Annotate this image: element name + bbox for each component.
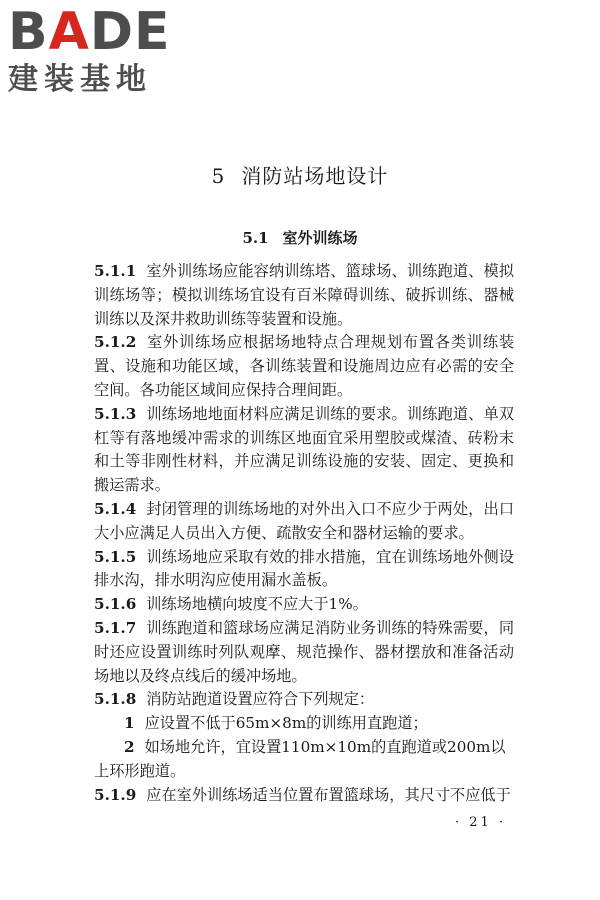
page-number: · 21 ·	[455, 815, 507, 830]
clause	[94, 688, 514, 712]
clause	[94, 784, 514, 808]
clause	[94, 546, 514, 594]
clause-text: 训练场地横向坡度不应大于1%。	[146, 595, 368, 614]
logo-latin-text: BADE	[8, 2, 171, 62]
item-number: 2	[124, 737, 135, 756]
clause	[94, 498, 514, 546]
clause-text: 训练场地地面材料应满足训练的要求。训练跑道、单双杠等有落地缓冲需求的训练区地面宜采用塑胶或煤渣、砖粉末和土等非刚性材料，并应满足训练设施的安装、固定、更换和搬运需求。	[94, 404, 514, 495]
list-item	[94, 712, 514, 736]
clause-number: 5.1.2	[94, 333, 137, 352]
clause-text: 应在室外训练场适当位置布置篮球场，其尺寸不应低于	[146, 785, 511, 804]
clause-text: 消防站跑道设置应符合下列规定：	[146, 690, 375, 709]
list-item	[94, 736, 514, 784]
clause	[94, 593, 514, 617]
section-title	[0, 227, 600, 248]
clause-text: 训练跑道和篮球场应满足消防业务训练的特殊需要，同时还应设置训练时列队观摩、规范操作、器材摆放和准备活动场地以及终点线后的缓冲场地。	[94, 618, 514, 685]
item-text: 应设置不低于65m×8m的训练用直跑道；	[144, 714, 428, 733]
clause-number: 5.1.5	[94, 547, 137, 566]
chapter-title	[0, 160, 600, 189]
clause-text: 封闭管理的训练场地的对外出入口不应少于两处，出口大小应满足人员出入方便、疏散安全和器材运输的要求。	[94, 499, 514, 542]
section-number: 5.1	[242, 229, 269, 247]
clause-number: 5.1.6	[94, 595, 137, 614]
clause-number: 5.1.7	[94, 618, 137, 637]
clause-number: 5.1.1	[94, 262, 137, 280]
clause-text: 训练场地应采取有效的排水措施，宜在训练场地外侧设排水沟，排水明沟应使用漏水盖板。	[94, 547, 514, 590]
item-number: 1	[124, 714, 135, 733]
clause	[94, 403, 514, 498]
clause-text: 室外训练场应能容纳训练塔、篮球场、训练跑道、模拟训练场等；模拟训练场宜设有百米障碍训练、破拆训练、器械训练以及深井救助训练等装置和设施。	[94, 262, 514, 328]
chapter-title-text: 消防站场地设计	[241, 164, 389, 188]
clause	[94, 260, 514, 331]
item-text: 如场地允许，宜设置110m×10m的直跑道或200m以上环形跑道。	[94, 737, 506, 780]
clause	[94, 617, 514, 688]
document-body	[94, 260, 514, 807]
clause-number: 5.1.9	[94, 785, 137, 804]
clause-number: 5.1.3	[94, 404, 137, 423]
clause-number: 5.1.4	[94, 499, 137, 518]
clause	[94, 331, 514, 402]
logo-chinese-text: 建装基地	[8, 62, 152, 97]
logo-accent-letter: A	[48, 2, 90, 62]
publisher-logo	[8, 4, 188, 98]
section-title-text: 室外训练场	[282, 229, 358, 247]
clause-text: 室外训练场应根据场地特点合理规划布置各类训练装置、设施和功能区域，各训练装置和设施周边应有必需的安全空间。各功能区域间应保持合理间距。	[94, 333, 514, 399]
clause-number: 5.1.8	[94, 690, 137, 709]
chapter-number: 5	[211, 164, 226, 188]
